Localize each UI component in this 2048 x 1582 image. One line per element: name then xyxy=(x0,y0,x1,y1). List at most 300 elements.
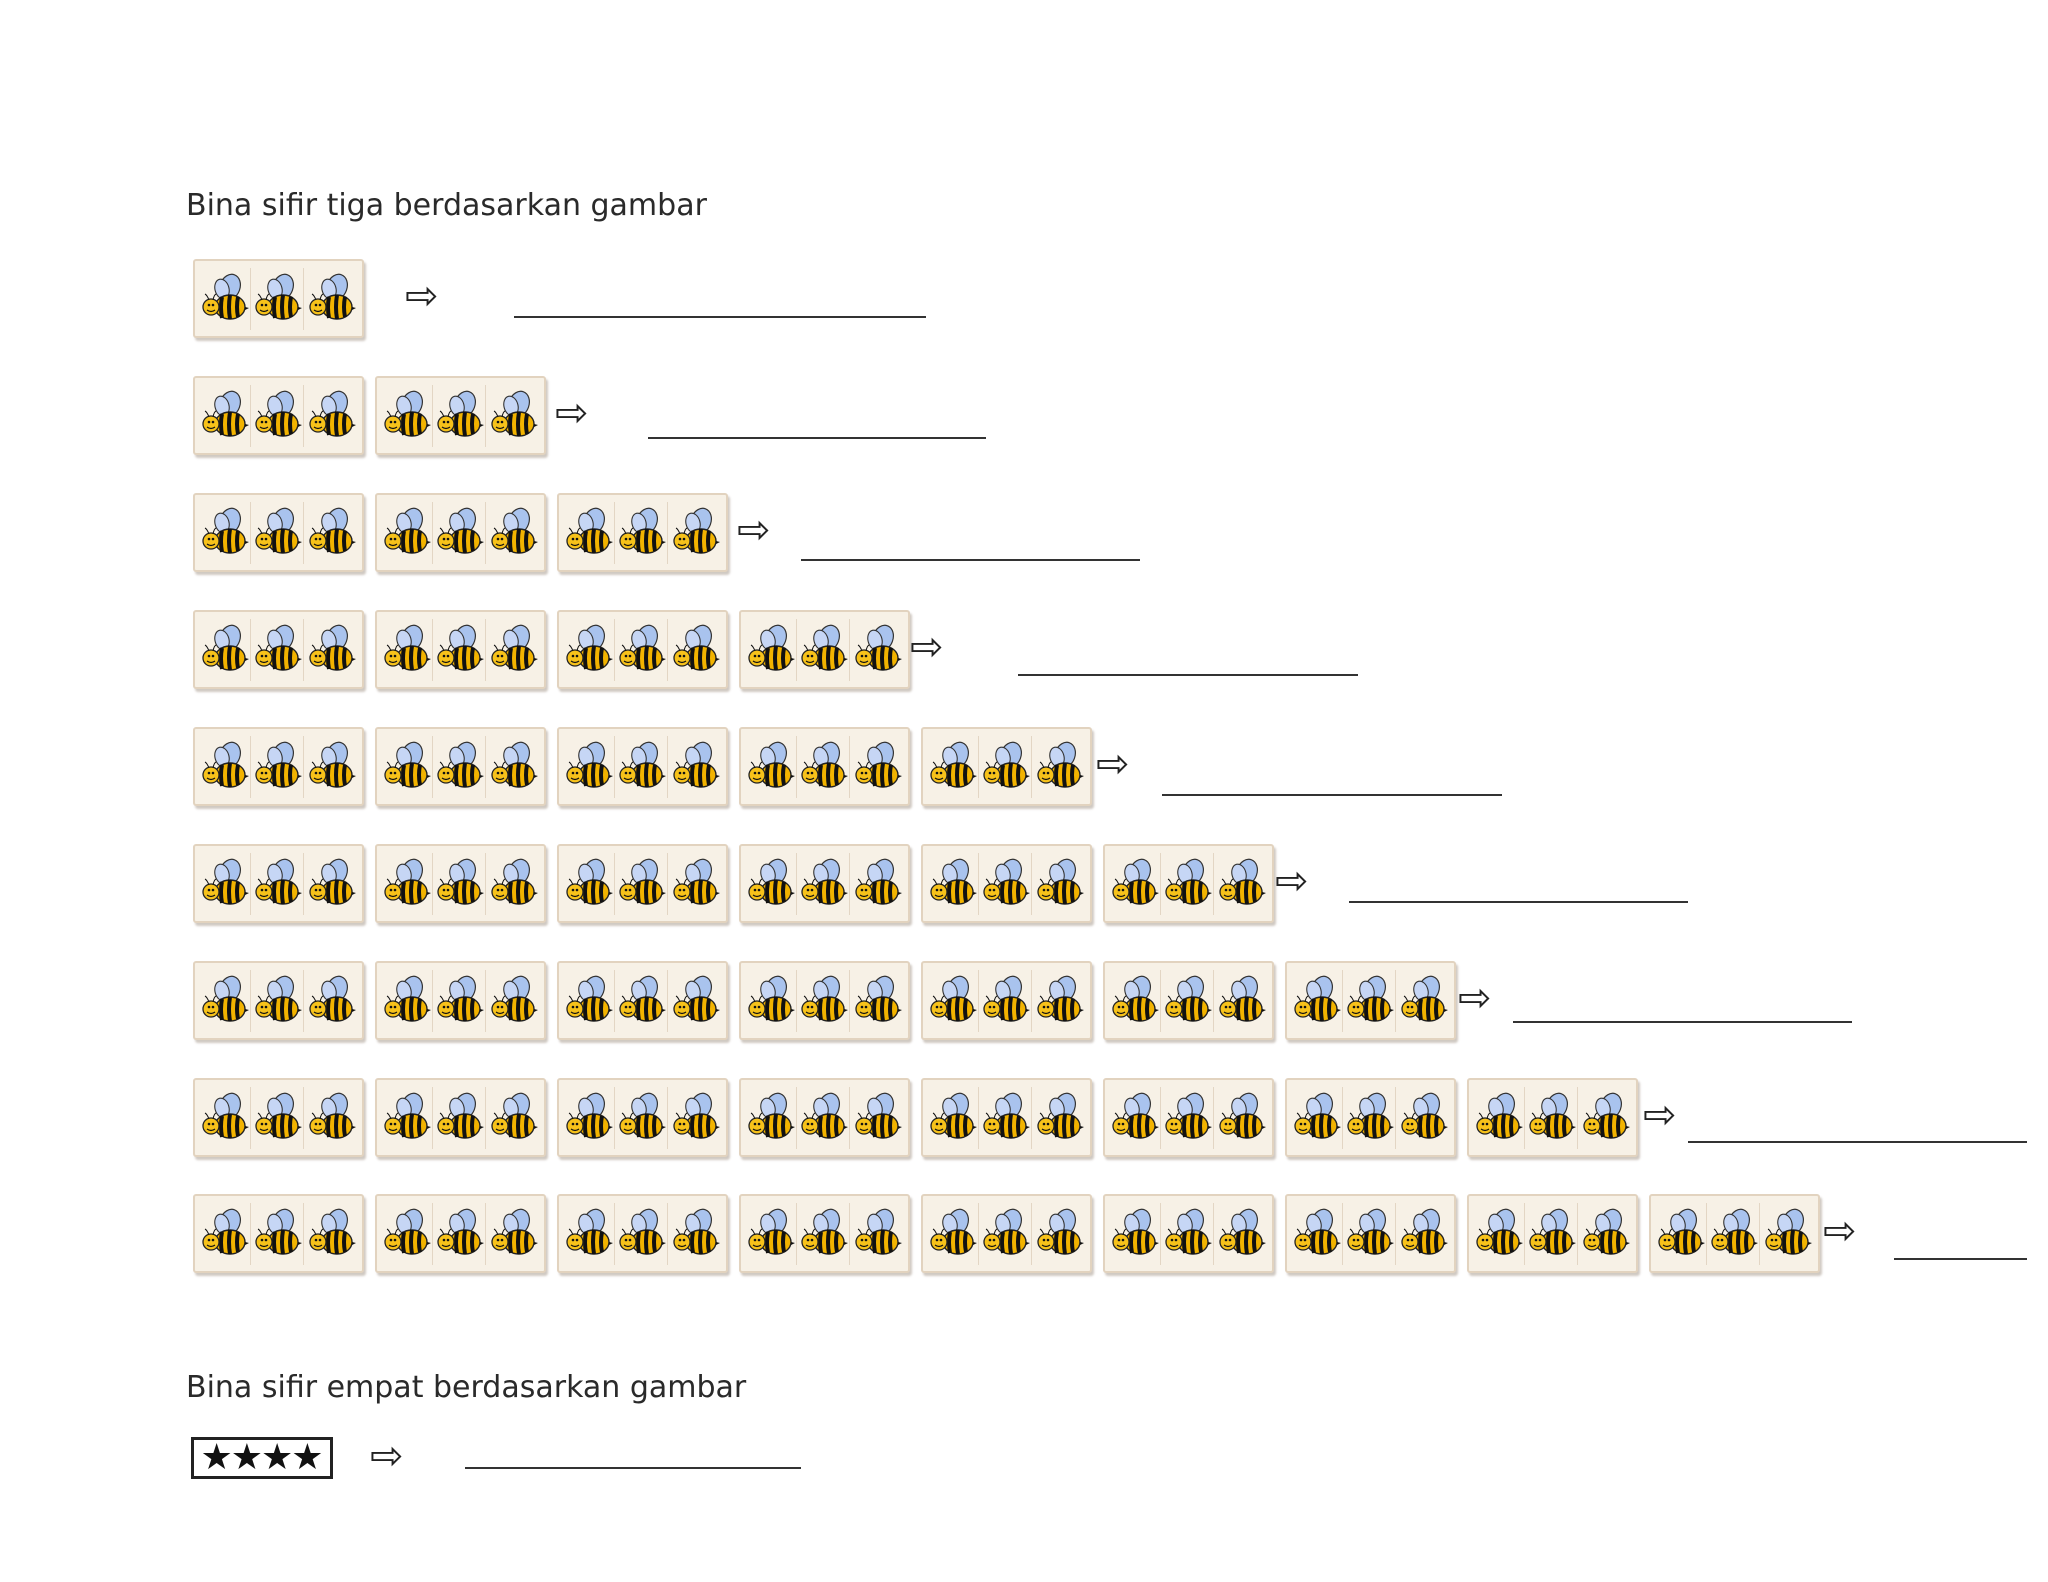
bee-card xyxy=(193,1078,364,1157)
bee-cell xyxy=(1656,1203,1707,1265)
bee-card xyxy=(193,844,364,923)
bee-icon xyxy=(253,507,303,559)
bee-cell xyxy=(200,268,251,330)
bee-cell xyxy=(253,502,304,564)
bee-icon xyxy=(435,1208,485,1260)
bee-card xyxy=(557,727,728,806)
bee-cell xyxy=(200,736,251,798)
bee-cell xyxy=(1345,1087,1396,1149)
bee-icon xyxy=(564,507,614,559)
bee-icon xyxy=(307,858,357,910)
bee-card xyxy=(557,844,728,923)
bee-card xyxy=(193,259,364,338)
bee-icon xyxy=(200,507,250,559)
bee-cell xyxy=(1399,1203,1449,1265)
bee-card xyxy=(1467,1078,1638,1157)
bee-cell xyxy=(853,970,903,1032)
bee-cell xyxy=(671,1087,721,1149)
answer-line[interactable] xyxy=(514,316,926,318)
bee-cell xyxy=(307,385,357,447)
bee-cell xyxy=(489,502,539,564)
bee-cell xyxy=(435,619,486,681)
double-right-arrow-icon: ⇨ xyxy=(1096,741,1130,787)
bee-icon xyxy=(1110,858,1160,910)
star-icon: ★ xyxy=(200,1437,233,1478)
bee-cell xyxy=(617,1203,668,1265)
bee-card xyxy=(557,1078,728,1157)
bee-cell xyxy=(1292,1203,1343,1265)
bee-cell xyxy=(746,736,797,798)
bee-cell xyxy=(489,970,539,1032)
bee-icon xyxy=(928,1092,978,1144)
bee-cell xyxy=(928,970,979,1032)
bee-icon xyxy=(1035,1208,1085,1260)
bee-icon xyxy=(1217,858,1267,910)
bee-icon xyxy=(1110,1092,1160,1144)
bee-icon xyxy=(1035,741,1085,793)
star-icon: ★ xyxy=(261,1437,294,1478)
bee-cell xyxy=(1581,1087,1631,1149)
bee-icon xyxy=(489,1208,539,1260)
bee-icon xyxy=(1474,1208,1524,1260)
bee-icon xyxy=(564,975,614,1027)
bee-card xyxy=(193,1194,364,1273)
bee-card xyxy=(375,1078,546,1157)
bee-cell xyxy=(253,736,304,798)
bee-icon xyxy=(435,858,485,910)
bee-icon xyxy=(981,1208,1031,1260)
double-right-arrow-icon: ⇨ xyxy=(370,1433,404,1479)
bee-icon xyxy=(799,741,849,793)
bee-cell xyxy=(435,1203,486,1265)
bee-cell xyxy=(1217,853,1267,915)
bee-icon xyxy=(307,624,357,676)
bee-icon xyxy=(1399,1208,1449,1260)
bee-icon xyxy=(382,507,432,559)
bee-icon xyxy=(489,975,539,1027)
bee-icon xyxy=(799,1092,849,1144)
bee-cell xyxy=(1110,853,1161,915)
answer-line[interactable] xyxy=(1018,674,1358,676)
bee-cell xyxy=(200,853,251,915)
bee-icon xyxy=(435,624,485,676)
bee-card xyxy=(193,376,364,455)
bee-card xyxy=(739,727,910,806)
bee-icon xyxy=(746,741,796,793)
bee-card xyxy=(1285,961,1456,1040)
bee-cell xyxy=(1163,1203,1214,1265)
bee-card xyxy=(1467,1194,1638,1273)
bee-icon xyxy=(1217,975,1267,1027)
bee-cell xyxy=(1035,1203,1085,1265)
bee-cell xyxy=(382,853,433,915)
bee-icon xyxy=(1292,1208,1342,1260)
bee-cell xyxy=(307,502,357,564)
star-icon: ★ xyxy=(230,1437,263,1478)
bee-card xyxy=(1285,1194,1456,1273)
bee-cell xyxy=(746,853,797,915)
bee-cell xyxy=(981,1087,1032,1149)
bee-icon xyxy=(200,624,250,676)
bee-icon xyxy=(253,273,303,325)
bee-cell xyxy=(435,1087,486,1149)
bee-icon xyxy=(253,741,303,793)
bee-icon xyxy=(435,390,485,442)
bee-icon xyxy=(799,858,849,910)
bee-card xyxy=(193,493,364,572)
bee-cell xyxy=(200,970,251,1032)
bee-cell xyxy=(617,502,668,564)
bee-icon xyxy=(253,1092,303,1144)
bee-card xyxy=(375,610,546,689)
bee-icon xyxy=(435,741,485,793)
bee-cell xyxy=(1217,1203,1267,1265)
bee-cell xyxy=(382,385,433,447)
bee-cell xyxy=(253,268,304,330)
bee-icon xyxy=(382,858,432,910)
double-right-arrow-icon: ⇨ xyxy=(737,507,771,553)
bee-cell xyxy=(307,619,357,681)
bee-cell xyxy=(382,1203,433,1265)
bee-icon xyxy=(853,1092,903,1144)
bee-card xyxy=(1103,844,1274,923)
bee-cell xyxy=(746,1087,797,1149)
bee-cell xyxy=(981,1203,1032,1265)
bee-icon xyxy=(564,741,614,793)
bee-icon xyxy=(200,390,250,442)
bee-cell xyxy=(1035,970,1085,1032)
bee-cell xyxy=(435,385,486,447)
multiplication-row xyxy=(193,376,2033,456)
bee-icon xyxy=(617,741,667,793)
bee-icon xyxy=(671,507,721,559)
bee-cell xyxy=(307,736,357,798)
bee-cell xyxy=(307,970,357,1032)
bee-cell xyxy=(1035,736,1085,798)
bee-cell xyxy=(200,1087,251,1149)
bee-icon xyxy=(1527,1208,1577,1260)
bee-icon xyxy=(1163,1092,1213,1144)
bee-icon xyxy=(1292,1092,1342,1144)
bee-card xyxy=(921,727,1092,806)
bee-card xyxy=(193,961,364,1040)
section-four-heading: Bina sifir empat berdasarkan gambar xyxy=(186,1370,747,1405)
bee-icon xyxy=(382,390,432,442)
bee-cell xyxy=(799,736,850,798)
bee-card xyxy=(921,1078,1092,1157)
bee-icon xyxy=(489,858,539,910)
bee-cell xyxy=(1292,1087,1343,1149)
bee-icon xyxy=(489,390,539,442)
bee-icon xyxy=(799,624,849,676)
bee-cell xyxy=(799,619,850,681)
bee-cell xyxy=(853,1087,903,1149)
bee-card xyxy=(557,610,728,689)
bee-cell xyxy=(1581,1203,1631,1265)
bee-cell xyxy=(1217,970,1267,1032)
bee-icon xyxy=(1163,975,1213,1027)
bee-icon xyxy=(617,858,667,910)
bee-icon xyxy=(200,741,250,793)
bee-icon xyxy=(253,975,303,1027)
double-right-arrow-icon: ⇨ xyxy=(1275,858,1309,904)
bee-icon xyxy=(307,741,357,793)
bee-icon xyxy=(200,1092,250,1144)
bee-card xyxy=(921,961,1092,1040)
star-icon: ★ xyxy=(291,1437,324,1478)
bee-icon xyxy=(617,624,667,676)
bee-cell xyxy=(1217,1087,1267,1149)
bee-cell xyxy=(1399,1087,1449,1149)
bee-cell xyxy=(617,853,668,915)
bee-icon xyxy=(1656,1208,1706,1260)
bee-card xyxy=(1103,1078,1274,1157)
bee-cell xyxy=(200,1203,251,1265)
bee-cell xyxy=(307,268,357,330)
bee-cell xyxy=(1709,1203,1760,1265)
bee-cell xyxy=(564,970,615,1032)
bee-cell xyxy=(435,853,486,915)
bee-card xyxy=(375,1194,546,1273)
bee-icon xyxy=(1527,1092,1577,1144)
bee-icon xyxy=(1581,1092,1631,1144)
bee-icon xyxy=(928,858,978,910)
bee-icon xyxy=(671,975,721,1027)
bee-icon xyxy=(1345,1092,1395,1144)
double-right-arrow-icon: ⇨ xyxy=(1643,1092,1677,1138)
bee-icon xyxy=(671,741,721,793)
bee-cell xyxy=(853,736,903,798)
bee-icon xyxy=(1035,1092,1085,1144)
bee-card xyxy=(193,610,364,689)
answer-line[interactable] xyxy=(1513,1021,1852,1023)
bee-cell xyxy=(981,736,1032,798)
star-card xyxy=(191,1437,333,1479)
bee-icon xyxy=(200,1208,250,1260)
answer-line[interactable] xyxy=(648,437,986,439)
bee-cell xyxy=(253,970,304,1032)
bee-icon xyxy=(853,624,903,676)
bee-card xyxy=(1285,1078,1456,1157)
answer-line[interactable] xyxy=(1162,794,1502,796)
bee-card xyxy=(739,961,910,1040)
bee-icon xyxy=(382,975,432,1027)
bee-icon xyxy=(671,858,721,910)
bee-icon xyxy=(1163,1208,1213,1260)
bee-icon xyxy=(853,741,903,793)
bee-icon xyxy=(1217,1092,1267,1144)
bee-cell xyxy=(1527,1203,1578,1265)
bee-cell xyxy=(564,1087,615,1149)
bee-cell xyxy=(382,502,433,564)
bee-icon xyxy=(307,1208,357,1260)
bee-card xyxy=(739,610,910,689)
bee-card xyxy=(375,493,546,572)
bee-icon xyxy=(1110,975,1160,1027)
bee-icon xyxy=(435,975,485,1027)
bee-icon xyxy=(564,1208,614,1260)
bee-icon xyxy=(1399,1092,1449,1144)
bee-cell xyxy=(1035,853,1085,915)
bee-cell xyxy=(564,619,615,681)
bee-icon xyxy=(928,975,978,1027)
bee-cell xyxy=(928,853,979,915)
double-right-arrow-icon: ⇨ xyxy=(555,390,589,436)
bee-cell xyxy=(1110,1203,1161,1265)
bee-cell xyxy=(253,853,304,915)
bee-icon xyxy=(746,858,796,910)
bee-card xyxy=(375,844,546,923)
bee-cell xyxy=(253,1203,304,1265)
bee-cell xyxy=(564,853,615,915)
bee-cell xyxy=(799,1087,850,1149)
bee-card xyxy=(739,1194,910,1273)
multiplication-row xyxy=(193,493,2033,573)
bee-cell xyxy=(307,853,357,915)
bee-cell xyxy=(253,1087,304,1149)
bee-icon xyxy=(253,390,303,442)
bee-cell xyxy=(1474,1203,1525,1265)
bee-icon xyxy=(200,975,250,1027)
bee-icon xyxy=(382,1208,432,1260)
bee-icon xyxy=(617,1208,667,1260)
bee-icon xyxy=(564,858,614,910)
multiplication-row xyxy=(193,1194,2033,1274)
multiplication-row xyxy=(193,259,2033,339)
bee-icon xyxy=(435,507,485,559)
bee-icon xyxy=(489,624,539,676)
bee-icon xyxy=(1035,858,1085,910)
bee-cell xyxy=(671,853,721,915)
bee-cell xyxy=(1292,970,1343,1032)
bee-cell xyxy=(1399,970,1449,1032)
bee-cell xyxy=(1527,1087,1578,1149)
bee-cell xyxy=(746,619,797,681)
bee-cell xyxy=(928,1087,979,1149)
bee-card xyxy=(193,727,364,806)
bee-icon xyxy=(489,741,539,793)
bee-icon xyxy=(253,858,303,910)
bee-cell xyxy=(1163,970,1214,1032)
bee-card xyxy=(739,844,910,923)
bee-icon xyxy=(617,507,667,559)
bee-cell xyxy=(253,385,304,447)
bee-icon xyxy=(200,858,250,910)
bee-cell xyxy=(382,736,433,798)
bee-icon xyxy=(981,858,1031,910)
bee-cell xyxy=(489,619,539,681)
bee-card xyxy=(375,376,546,455)
bee-card xyxy=(1649,1194,1820,1273)
bee-cell xyxy=(671,736,721,798)
bee-cell xyxy=(617,619,668,681)
section-three-heading: Bina sifir tiga berdasarkan gambar xyxy=(186,188,707,223)
bee-icon xyxy=(489,1092,539,1144)
bee-cell xyxy=(489,736,539,798)
bee-cell xyxy=(489,853,539,915)
bee-icon xyxy=(1035,975,1085,1027)
bee-icon xyxy=(1709,1208,1759,1260)
answer-line[interactable] xyxy=(1894,1258,2027,1260)
bee-cell xyxy=(853,1203,903,1265)
multiplication-row xyxy=(193,961,2033,1041)
bee-icon xyxy=(746,975,796,1027)
bee-cell xyxy=(1345,970,1396,1032)
bee-icon xyxy=(307,273,357,325)
bee-cell xyxy=(746,1203,797,1265)
bee-cell xyxy=(799,1203,850,1265)
double-right-arrow-icon: ⇨ xyxy=(405,273,439,319)
bee-icon xyxy=(928,741,978,793)
bee-cell xyxy=(1035,1087,1085,1149)
bee-icon xyxy=(564,624,614,676)
bee-cell xyxy=(928,736,979,798)
bee-cell xyxy=(981,970,1032,1032)
bee-card xyxy=(921,844,1092,923)
bee-cell xyxy=(746,970,797,1032)
bee-cell xyxy=(1110,1087,1161,1149)
bee-cell xyxy=(1110,970,1161,1032)
bee-icon xyxy=(253,1208,303,1260)
bee-icon xyxy=(307,1092,357,1144)
answer-line[interactable] xyxy=(1349,901,1688,903)
bee-icon xyxy=(1217,1208,1267,1260)
answer-line[interactable] xyxy=(801,559,1140,561)
bee-icon xyxy=(746,1092,796,1144)
bee-icon xyxy=(799,975,849,1027)
bee-cell xyxy=(307,1203,357,1265)
bee-cell xyxy=(564,736,615,798)
bee-icon xyxy=(564,1092,614,1144)
bee-icon xyxy=(853,1208,903,1260)
bee-cell xyxy=(200,619,251,681)
bee-cell xyxy=(799,970,850,1032)
bee-card xyxy=(557,493,728,572)
bee-cell xyxy=(564,1203,615,1265)
bee-icon xyxy=(746,624,796,676)
bee-icon xyxy=(671,1208,721,1260)
bee-cell xyxy=(489,385,539,447)
double-right-arrow-icon: ⇨ xyxy=(910,624,944,670)
bee-cell xyxy=(671,970,721,1032)
double-right-arrow-icon: ⇨ xyxy=(1823,1208,1857,1254)
bee-card xyxy=(921,1194,1092,1273)
bee-icon xyxy=(382,624,432,676)
bee-icon xyxy=(617,975,667,1027)
bee-cell xyxy=(382,970,433,1032)
answer-line[interactable] xyxy=(1688,1141,2027,1143)
bee-cell xyxy=(853,853,903,915)
bee-cell xyxy=(799,853,850,915)
bee-card xyxy=(375,961,546,1040)
bee-icon xyxy=(382,741,432,793)
multiplication-row xyxy=(193,610,2033,690)
bee-card xyxy=(739,1078,910,1157)
bee-icon xyxy=(1399,975,1449,1027)
answer-line[interactable] xyxy=(465,1467,801,1469)
bee-icon xyxy=(307,507,357,559)
bee-icon xyxy=(1163,858,1213,910)
bee-icon xyxy=(489,507,539,559)
bee-icon xyxy=(981,741,1031,793)
bee-icon xyxy=(1110,1208,1160,1260)
bee-icon xyxy=(853,858,903,910)
bee-icon xyxy=(671,1092,721,1144)
bee-cell xyxy=(617,970,668,1032)
bee-icon xyxy=(1581,1208,1631,1260)
bee-icon xyxy=(746,1208,796,1260)
bee-icon xyxy=(671,624,721,676)
